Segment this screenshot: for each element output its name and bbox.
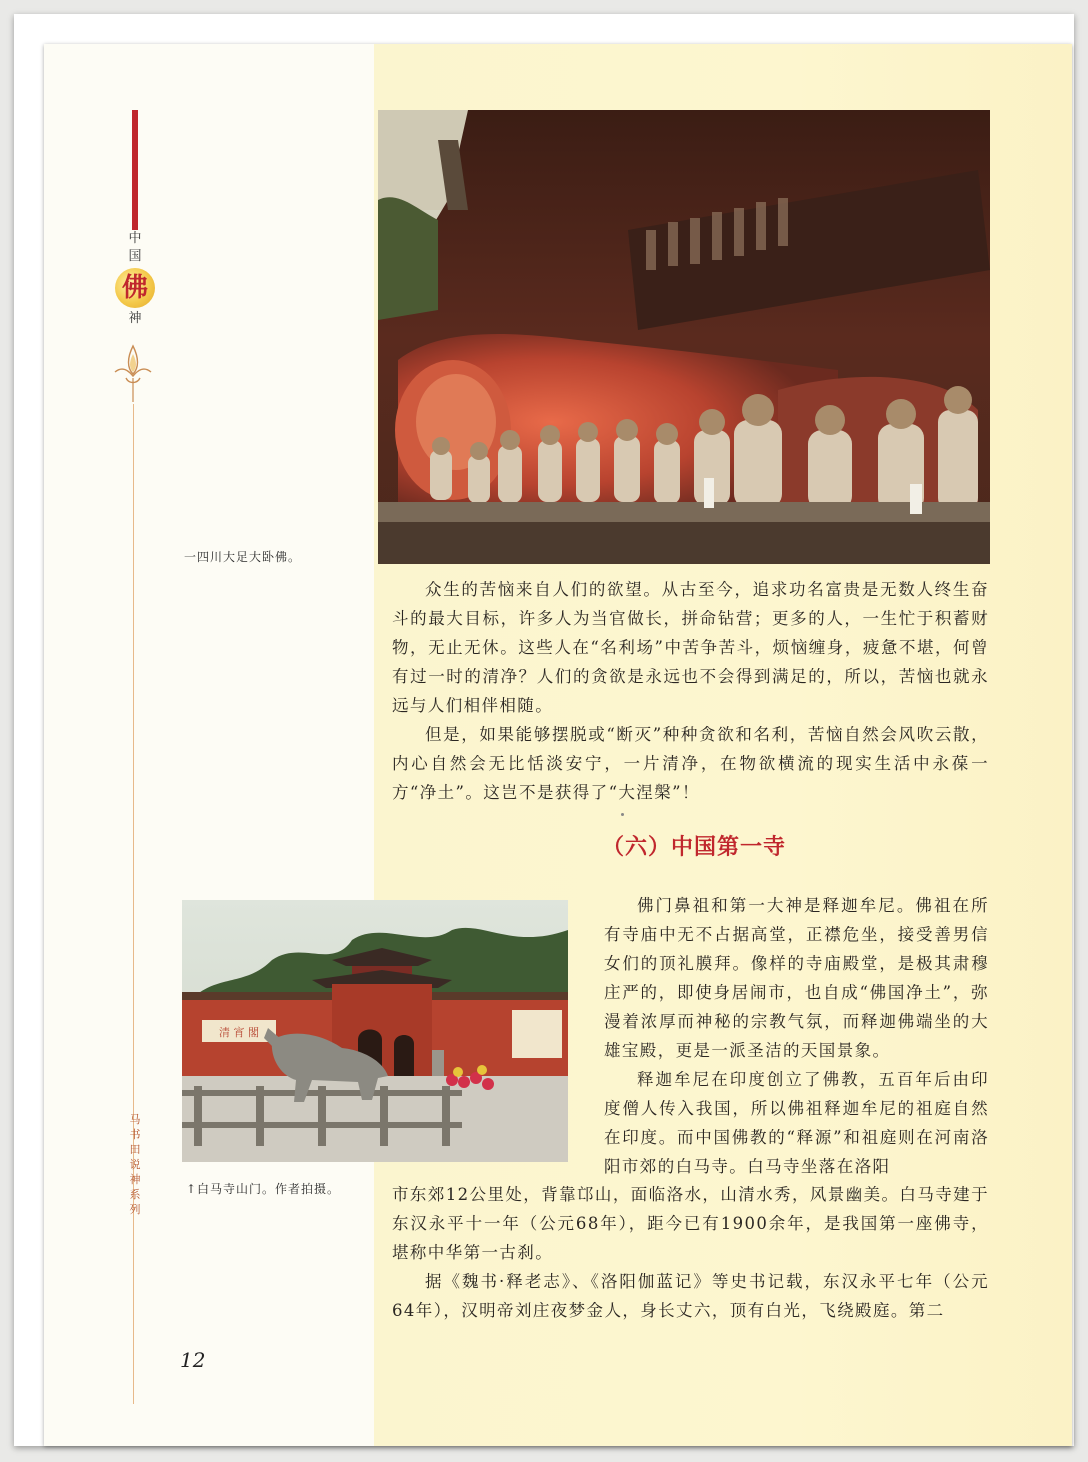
series-title-emblem: 佛 <box>115 268 155 308</box>
body-text-top <box>392 575 989 807</box>
divider-dot <box>621 813 624 816</box>
red-title-bar <box>132 110 138 230</box>
white-horse-temple-photo <box>182 900 568 1162</box>
page-number: 12 <box>180 1348 206 1372</box>
photo1-caption: 一四川大足大卧佛。 <box>184 550 302 564</box>
photo2-caption: ↑白马寺山门。作者拍摄。 <box>186 1182 341 1196</box>
section-heading: （六）中国第一寺 <box>602 835 787 860</box>
paragraph: 但是，如果能够摆脱或“断灭”种种贪欲和名利，苦恼自然会风吹云散，内心自然会无比恬淡安宁，一片清净，在物欲横流的现实生活中永葆一方“净土”。这岂不是获得了“大涅槃”！ <box>392 725 989 802</box>
series-title-char-2: 国 <box>128 249 142 264</box>
series-title <box>121 230 148 328</box>
series-vertical-label: 马书田说神系列 <box>129 1113 141 1216</box>
page-frame <box>14 14 1074 1446</box>
margin-rule <box>133 404 134 1404</box>
body-text-bottom <box>392 1180 989 1325</box>
paragraph: 市东郊12公里处，背靠邙山，面临洛水，山清水秀，风景幽美。白马寺建于东汉永平十一年（公元68年），距今已有1900余年，是我国第一座佛寺，堪称中华第一古刹。 <box>392 1185 989 1262</box>
paragraph: 据《魏书·释老志》、《洛阳伽蓝记》等史书记载，东汉永平七年（公元64年），汉明帝刘庄夜梦金人，身长丈六，顶有白光，飞绕殿庭。第二 <box>392 1272 989 1320</box>
series-title-char-4: 神 <box>128 311 142 326</box>
lotus-ornament-icon <box>112 344 154 404</box>
left-margin-column <box>44 44 374 1446</box>
book-page <box>44 44 1072 1446</box>
series-title-char-1: 中 <box>128 231 142 246</box>
paragraph: 释迦牟尼在印度创立了佛教，五百年后由印度僧人传入我国，所以佛祖释迦牟尼的祖庭自然在印度。而中国佛教的“释源”和祖庭则在河南洛阳市郊的白马寺。白马寺坐落在洛阳 <box>604 1070 989 1176</box>
paragraph: 佛门鼻祖和第一大神是释迦牟尼。佛祖在所有寺庙中无不占据高堂，正襟危坐，接受善男信女们的顶礼膜拜。像样的寺庙殿堂，是极其肃穆庄严的，即使身居闹市，也自成“佛国净土”，弥漫着浓厚而神秘的宗教气氛，而释迦佛端坐的大雄宝殿，更是一派圣洁的天国景象。 <box>604 896 989 1060</box>
temple-sign-text: 清 宵 閣 <box>219 1026 259 1039</box>
paragraph: 众生的苦恼来自人们的欲望。从古至今，追求功名富贵是无数人终生奋斗的最大目标，许多人为当官做长，拼命钻营；更多的人，一生忙于积蓄财物，无止无休。这些人在“名利场”中苦争苦斗，烦恼缠身，疲惫不堪，何曾有过一时的清净？人们的贪欲是永远也不会得到满足的，所以，苦恼也就永远与人们相伴相随。 <box>392 580 989 715</box>
body-text-middle <box>604 891 989 1181</box>
reclining-buddha-photo <box>378 110 990 564</box>
